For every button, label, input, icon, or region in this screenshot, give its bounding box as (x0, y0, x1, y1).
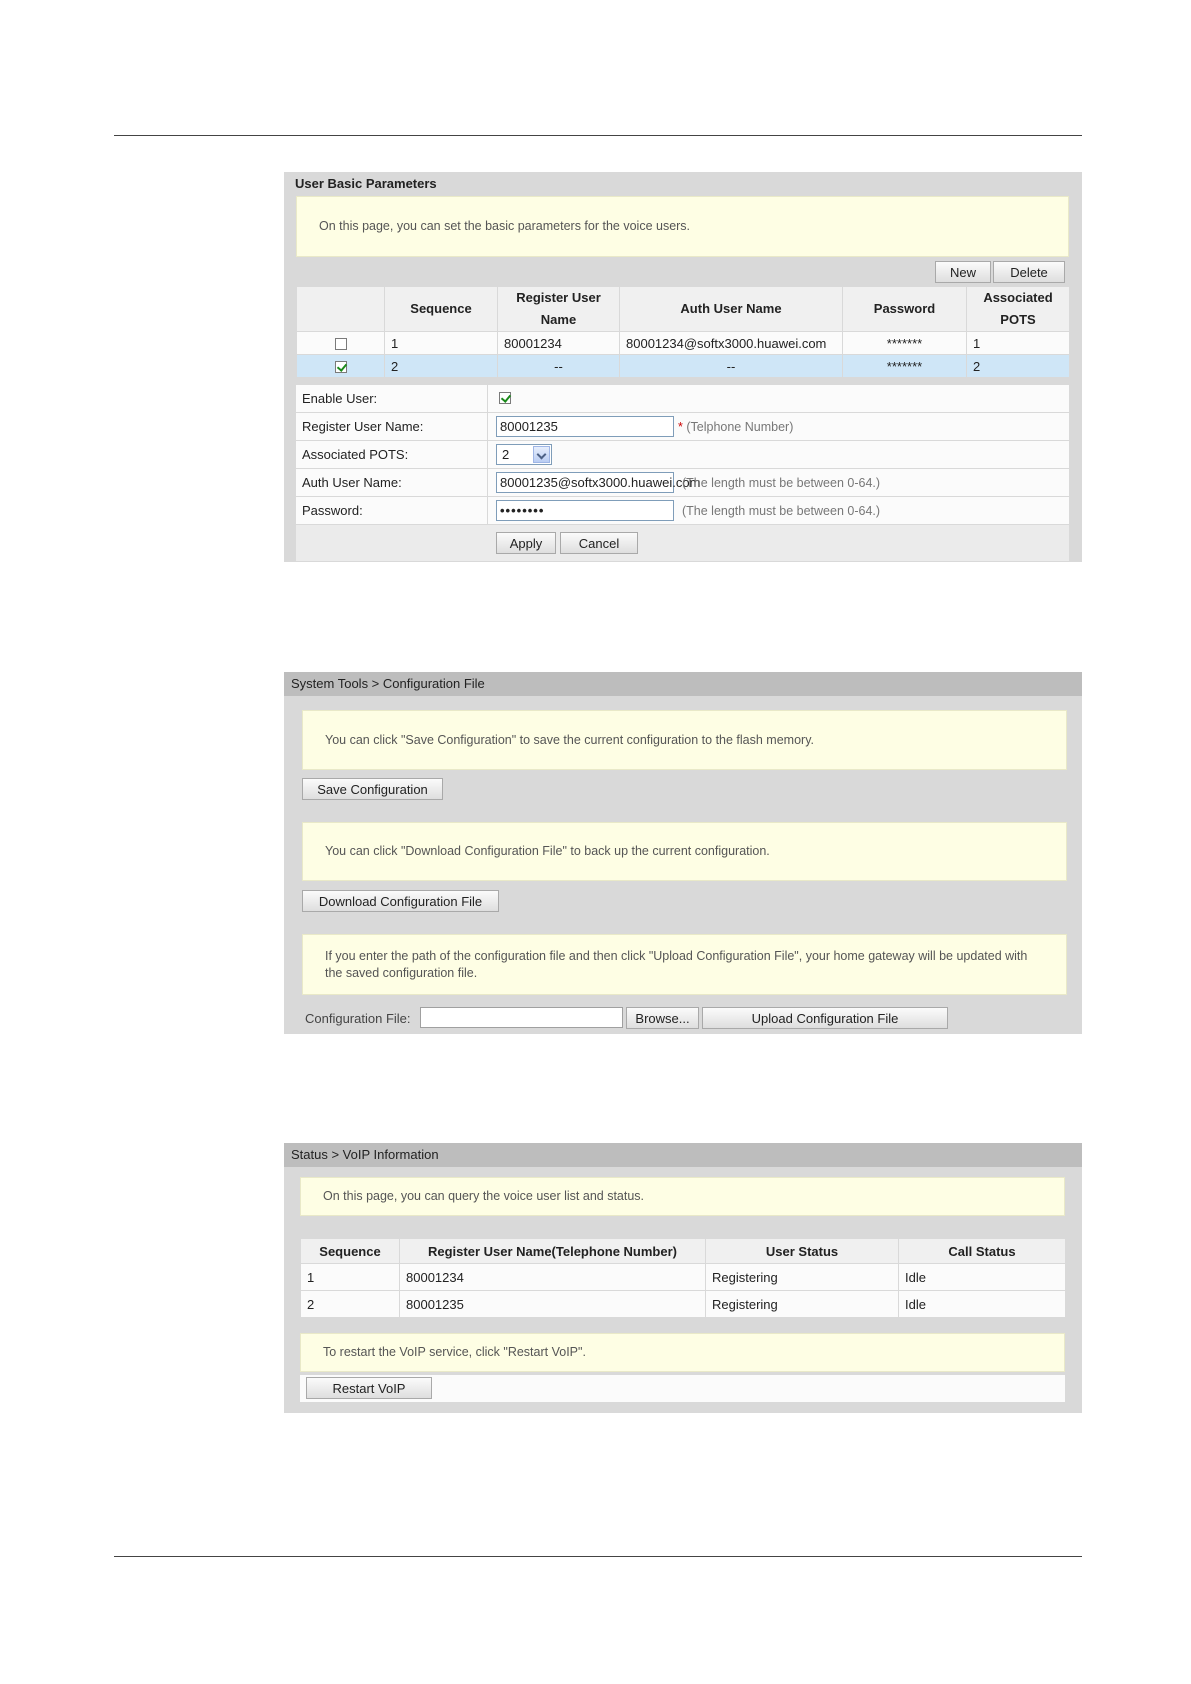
voip-user-table (300, 1238, 1066, 1318)
apply-button[interactable]: Apply (496, 532, 556, 554)
delete-button[interactable]: Delete (993, 261, 1065, 283)
col-header-user-status: User Status (706, 1239, 899, 1264)
row-divider (487, 469, 488, 496)
register-user-name-label: Register User Name: (302, 419, 424, 434)
col-header-auth-user-name: Auth User Name (620, 287, 843, 332)
auth-user-name-cell: -- (620, 355, 843, 378)
password-cell: ******* (843, 332, 967, 355)
col-header-sequence: Sequence (301, 1239, 400, 1264)
col-header-associated-pots: Associated POTS (967, 287, 1070, 332)
configuration-file-input[interactable] (420, 1007, 623, 1028)
col-header-sequence: Sequence (385, 287, 498, 332)
footer-rule (114, 1556, 1082, 1557)
configuration-file-panel (284, 672, 1082, 1034)
breadcrumb: Status > VoIP Information (284, 1143, 1082, 1167)
table-row (301, 1264, 1066, 1291)
table-row[interactable] (297, 332, 1070, 355)
download-configuration-file-button[interactable]: Download Configuration File (302, 890, 499, 912)
sequence-cell: 2 (385, 355, 498, 378)
panel-title: User Basic Parameters (284, 172, 1082, 196)
number-cell: 80001235 (400, 1291, 706, 1318)
sequence-cell: 1 (301, 1264, 400, 1291)
row-checkbox[interactable] (335, 361, 347, 373)
table-header-row (301, 1239, 1066, 1264)
row-divider (487, 413, 488, 440)
associated-pots-value: 2 (502, 447, 510, 462)
password-row (296, 497, 1069, 525)
restart-voip-button[interactable]: Restart VoIP (306, 1377, 432, 1399)
user-basic-parameters-panel (284, 172, 1082, 562)
restart-bar (300, 1375, 1065, 1402)
table-header-row (297, 287, 1070, 332)
row-divider (487, 441, 488, 468)
auth-user-name-label: Auth User Name: (302, 475, 402, 490)
upload-configuration-file-button[interactable]: Upload Configuration File (702, 1007, 948, 1029)
chevron-down-icon[interactable] (533, 446, 550, 463)
sequence-cell: 2 (301, 1291, 400, 1318)
save-configuration-button[interactable]: Save Configuration (302, 778, 443, 800)
register-user-name-input[interactable]: 80001235 (496, 416, 674, 437)
associated-pots-row (296, 441, 1069, 469)
new-button[interactable]: New (935, 261, 991, 283)
number-cell: 80001234 (400, 1264, 706, 1291)
password-label: Password: (302, 503, 363, 518)
table-row[interactable] (297, 355, 1070, 378)
call-status-cell: Idle (899, 1291, 1066, 1318)
table-row (301, 1291, 1066, 1318)
info-note: On this page, you can query the voice user list and status. (300, 1177, 1065, 1216)
auth-user-name-hint: (The length must be between 0-64.) (682, 476, 881, 490)
col-header-call-status: Call Status (899, 1239, 1066, 1264)
user-status-cell: Registering (706, 1291, 899, 1318)
password-input[interactable]: •••••••• (496, 500, 674, 521)
enable-user-row (296, 385, 1069, 413)
register-user-name-hint: * (Telphone Number) (678, 420, 794, 434)
col-header-select (297, 287, 385, 332)
col-header-register-user-name: Register User Name (498, 287, 620, 332)
user-status-cell: Registering (706, 1264, 899, 1291)
save-note: You can click "Save Configuration" to save the current configuration to the flash memory. (302, 710, 1067, 770)
register-user-name-cell: 80001234 (498, 332, 620, 355)
call-status-cell: Idle (899, 1264, 1066, 1291)
voip-information-panel (284, 1143, 1082, 1413)
auth-user-name-row (296, 469, 1069, 497)
header-rule (114, 135, 1082, 136)
password-cell: ******* (843, 355, 967, 378)
browse-button[interactable]: Browse... (626, 1007, 699, 1029)
download-note: You can click "Download Configuration File" to back up the current configuration. (302, 822, 1067, 881)
row-select-cell[interactable] (297, 355, 385, 378)
row-divider (487, 497, 488, 524)
password-hint: (The length must be between 0-64.) (682, 504, 881, 518)
form-actions (296, 525, 1069, 561)
register-user-name-cell: -- (498, 355, 620, 378)
enable-user-checkbox[interactable] (499, 392, 511, 404)
info-note: On this page, you can set the basic parameters for the voice users. (296, 196, 1069, 257)
associated-pots-label: Associated POTS: (302, 447, 409, 462)
col-header-register-user-name: Register User Name(Telephone Number) (400, 1239, 706, 1264)
sequence-cell: 1 (385, 332, 498, 355)
breadcrumb: System Tools > Configuration File (284, 672, 1082, 696)
user-table (296, 286, 1070, 378)
configuration-file-label: Configuration File: (305, 1011, 411, 1026)
restart-note: To restart the VoIP service, click "Restart VoIP". (300, 1333, 1065, 1372)
row-select-cell[interactable] (297, 332, 385, 355)
pots-cell: 1 (967, 332, 1070, 355)
register-user-name-row (296, 413, 1069, 441)
row-divider (487, 385, 488, 412)
upload-note: If you enter the path of the configuration file and then click "Upload Configuration File", your home gateway will be updated with the saved configuration file. (302, 934, 1067, 995)
col-header-password: Password (843, 287, 967, 332)
enable-user-label: Enable User: (302, 391, 378, 406)
auth-user-name-cell: 80001234@softx3000.huawei.com (620, 332, 843, 355)
user-edit-form (296, 385, 1069, 525)
auth-user-name-input[interactable]: 80001235@softx3000.huawei.com (496, 472, 674, 493)
pots-cell: 2 (967, 355, 1070, 378)
associated-pots-select[interactable] (496, 444, 552, 465)
cancel-button[interactable]: Cancel (560, 532, 638, 554)
row-checkbox[interactable] (335, 338, 347, 350)
